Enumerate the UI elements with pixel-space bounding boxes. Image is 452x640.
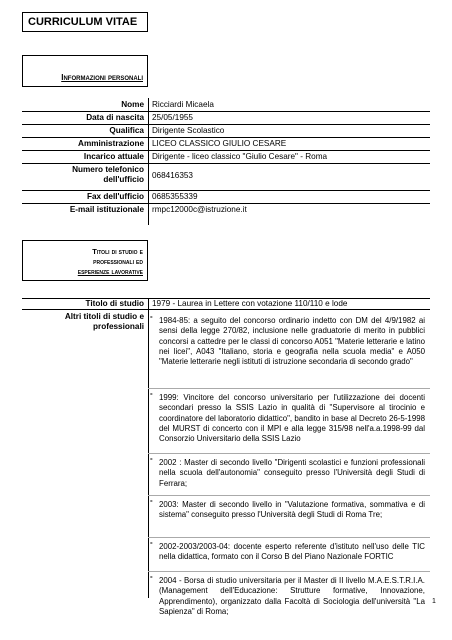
personal-section-box bbox=[22, 55, 148, 87]
other-titles-label: Altri titoli di studio e professionali bbox=[64, 312, 144, 331]
personal-label: Amministrazione bbox=[78, 139, 144, 148]
list-bullet: - bbox=[150, 572, 153, 581]
personal-value: 0685355339 bbox=[152, 192, 198, 201]
personal-label: Incarico attuale bbox=[83, 152, 144, 161]
list-item: 2002-2003/2003-04: docente esperto referente d'istituto nell'uso delle TIC nella didattica, formato con il Corso B del Piano Nazionale FORTIC bbox=[159, 542, 425, 562]
studies-heading-line-1: Titoli di studio e bbox=[92, 247, 143, 256]
list-separator bbox=[148, 537, 430, 538]
studies-section-heading bbox=[74, 245, 147, 280]
personal-row-line bbox=[22, 111, 430, 112]
personal-row-line bbox=[22, 190, 430, 191]
studies-heading-line-2: professionali ed bbox=[93, 257, 143, 266]
list-item: 2004 - Borsa di studio universitaria per il Master di II livello M.A.E.S.T.R.I.A. (Management dell'Educazione: Strutture formative, Innovazione, Apprendimento), organizzato dalla Facoltà di Sociologia dell'università "La Sapienza" di Roma; bbox=[159, 576, 425, 616]
list-separator bbox=[148, 453, 430, 454]
personal-row-line bbox=[22, 163, 430, 164]
studies-value: 1979 - Laurea in Lettere con votazione 110/110 e lode bbox=[152, 299, 348, 308]
personal-value: LICEO CLASSICO GIULIO CESARE bbox=[152, 139, 287, 148]
page-number: 1 bbox=[432, 598, 436, 605]
personal-label: Nome bbox=[121, 100, 144, 109]
studies-label: Titolo di studio bbox=[85, 299, 144, 308]
personal-section-heading: Informazioni personali bbox=[61, 73, 143, 82]
personal-label: Data di nascita bbox=[86, 113, 144, 122]
studies-row-line bbox=[22, 309, 430, 310]
list-bullet: - bbox=[150, 389, 153, 398]
personal-value: Dirigente - liceo classico "Giulio Cesare" - Roma bbox=[152, 152, 328, 161]
list-separator bbox=[148, 495, 430, 496]
personal-label: Fax dell'ufficio bbox=[87, 192, 144, 201]
list-separator bbox=[148, 388, 430, 389]
personal-row-line bbox=[22, 150, 430, 151]
personal-value: Ricciardi Micaela bbox=[152, 100, 214, 109]
list-separator bbox=[148, 571, 430, 572]
personal-row-line bbox=[22, 124, 430, 125]
personal-row-line bbox=[22, 203, 430, 204]
studies-heading-line-3: esperienze lavorative bbox=[77, 267, 143, 276]
list-item: 1999: Vincitore del concorso universitario per l'utilizzazione dei docenti secondari presso la SSIS Lazio in qualità di "Supervisore al tirocinio e coordinatore del laboratorio didattico", bandito in base al Decreto 26-5-1998 del MURST di concerto con il MPI e alla legge 315/98 nell'a.a.1998-99 dal Consorzio Universitario della SSIS Lazio bbox=[159, 393, 425, 444]
personal-label: Qualifica bbox=[109, 126, 144, 135]
list-bullet: - bbox=[150, 538, 153, 547]
cv-title-box bbox=[22, 12, 148, 32]
studies-table-divider bbox=[148, 298, 149, 598]
list-bullet: - bbox=[150, 454, 153, 463]
personal-label: E-mail istituzionale bbox=[69, 205, 144, 214]
list-bullet: - bbox=[150, 496, 153, 505]
personal-row-line bbox=[22, 137, 430, 138]
studies-section-box bbox=[22, 240, 148, 281]
cv-title: CURRICULUM VITAE bbox=[28, 16, 138, 28]
personal-label: Numero telefonico dell'ufficio bbox=[72, 165, 144, 184]
personal-value: 25/05/1955 bbox=[152, 113, 193, 122]
list-item: 1984-85: a seguito del concorso ordinario indetto con DM del 4/9/1982 ai sensi della legge 270/82, inclusione nelle graduatorie di merito in pubblici concorsi a cattedre per le classi di concorso A051 "Materie letterarie e latino nei licei", A043 "Italiano, storia e geografia nella scuola media" e A050 "Materie letterarie negli istituti di istruzione secondaria di secondo grado" bbox=[159, 316, 425, 367]
list-item: 2002 : Master di secondo livello "Dirigenti scolastici e funzioni professionali nella scuola dell'autonomia" conseguito presso l'Università degli Studi di Ferrara; bbox=[159, 458, 425, 488]
list-item: 2003: Master di secondo livello in "Valutazione formativa, sommativa e di sistema" conseguito presso l'Università degli Studi di Roma Tre; bbox=[159, 500, 425, 520]
list-bullet: - bbox=[150, 312, 153, 321]
personal-value: 068416353 bbox=[152, 171, 193, 180]
personal-value: Dirigente Scolastico bbox=[152, 126, 225, 135]
personal-value: rmpc12000c@istruzione.it bbox=[152, 205, 247, 214]
